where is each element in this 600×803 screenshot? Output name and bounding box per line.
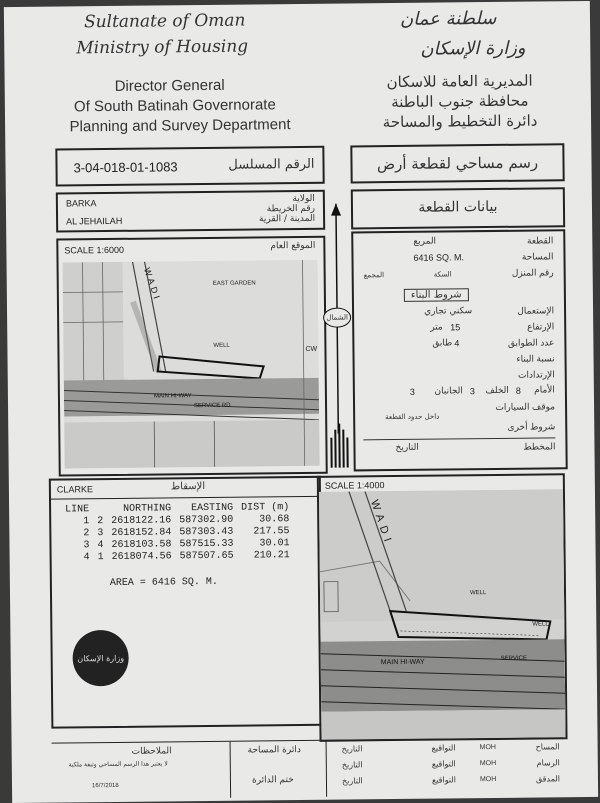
- total-area: AREA = 6416 SQ. M.: [110, 577, 218, 589]
- location-map-main-highway: MAIN HI-WAY: [154, 393, 192, 399]
- serial-label: الرقم المسلسل: [228, 157, 314, 173]
- serial-box: [55, 146, 324, 187]
- title-box: [350, 143, 564, 183]
- north-arrow: [322, 203, 353, 471]
- location-map-well: WELL: [213, 343, 229, 349]
- area-label: المساحة: [522, 251, 554, 262]
- floors-unit: طابق: [432, 338, 452, 348]
- front-value: 8: [516, 386, 521, 396]
- coord-dist: 30.01: [237, 538, 293, 551]
- coord-to: 3: [93, 528, 107, 540]
- coordinates-divider: [51, 496, 319, 500]
- coord-header-easting: EASTING: [175, 503, 237, 516]
- survey-dept-label: دائرة المساحة: [248, 745, 301, 756]
- coord-header-dist: DIST (m): [237, 502, 293, 515]
- coord-northing: 2618152.84: [107, 527, 175, 540]
- area-value: 6416 SQ. M.: [413, 252, 464, 263]
- detail-map-drawing: [319, 489, 566, 740]
- serial-number: 3-04-018-01-1083: [73, 159, 177, 175]
- north-arrow-icon: [322, 203, 353, 471]
- back-label: الخلف: [485, 386, 508, 396]
- date-label-1: التاريخ: [342, 744, 363, 753]
- plan-date-label: التاريخ: [395, 443, 418, 453]
- wilayat-value: BARKA: [66, 198, 97, 208]
- sig-label-2: التواقيع: [432, 759, 456, 768]
- governorate-name: Of South Batinah Governorate: [45, 96, 305, 117]
- height-label: الإرتفاع: [527, 321, 554, 332]
- detail-map-box: [317, 473, 568, 742]
- house-number-label: رقم المنزل: [512, 267, 554, 278]
- drafter-label: الرسام: [537, 758, 560, 767]
- footer-divider-2: [326, 741, 328, 797]
- village-label: المدينة / القرية: [259, 214, 315, 225]
- footer-small-note: لا يعتبر هذا الرسم المساحي وثيقة ملكية: [58, 760, 168, 768]
- sig-label-1: التواقيع: [432, 743, 456, 752]
- building-terms-label: شروط البناء: [404, 288, 469, 302]
- location-map-drawing: [63, 260, 320, 469]
- detail-map-service: SERVICE: [501, 656, 527, 662]
- footer-divider-1: [230, 742, 232, 798]
- footer-small-date: 16/7/2018: [92, 783, 119, 789]
- table-row: [62, 550, 294, 564]
- emblem-arabic: سلطنة عمان: [400, 8, 497, 30]
- front-label: الأمام: [534, 385, 555, 395]
- location-map-east-garden: EAST GARDEN: [213, 280, 256, 286]
- use-value: سكني تجاري: [424, 306, 472, 317]
- coord-to: 4: [93, 540, 107, 552]
- detail-map-well-2: WELL: [532, 621, 548, 627]
- coord-header-to: [93, 504, 107, 516]
- plot-data-box: [351, 187, 565, 229]
- parking-label: موقف السيارات: [495, 401, 555, 413]
- sultanate-handwritten: Sultanate of Oman: [84, 11, 246, 33]
- document-title: رسم مساحي لقطعة أرض: [352, 153, 562, 173]
- director-general: Director General: [45, 76, 295, 97]
- plot-details-box: [351, 229, 568, 471]
- detail-map-well-1: WELL: [470, 590, 486, 596]
- ministry-arabic: وزارة الإسكان: [420, 38, 525, 60]
- coord-easting: 587302.90: [175, 515, 237, 528]
- setbacks-label: الإرتدادات: [518, 369, 555, 380]
- sides-label: الجانبان: [434, 386, 462, 396]
- location-box: [56, 190, 325, 233]
- coord-easting: 587303.43: [175, 527, 237, 540]
- coord-northing: 2618103.58: [107, 539, 175, 552]
- surveyor-label: المساح: [536, 742, 560, 751]
- location-map: [63, 260, 320, 469]
- ministry-stamp: [72, 630, 129, 687]
- coord-dist: 210.21: [238, 550, 294, 563]
- department-name: Planning and Survey Department: [45, 116, 315, 137]
- location-map-cw: CW: [305, 346, 317, 353]
- detail-map-scale: SCALE 1:4000: [325, 480, 385, 491]
- date-label-2: التاريخ: [342, 760, 363, 769]
- wilayat-label: الولاية: [292, 194, 314, 204]
- checker-label: المدقق: [536, 774, 560, 783]
- coord-from: 4: [62, 552, 94, 564]
- floors-label: عدد الطوابق: [508, 337, 555, 348]
- height-value: 15: [450, 322, 460, 332]
- complex-label: المجمع: [364, 271, 385, 279]
- coord-dist: 217.55: [237, 526, 293, 539]
- location-map-label: الموقع العام: [270, 241, 315, 251]
- sides-value: 3: [410, 387, 415, 397]
- north-label: الشمال: [323, 307, 351, 327]
- projection-label: الإسقاط: [171, 481, 205, 492]
- survey-document: [4, 1, 598, 803]
- floors-value: 4: [454, 338, 459, 348]
- dept-stamp-label: ختم الدائرة: [252, 775, 294, 785]
- plot-data-title: بيانات القطعة: [353, 198, 563, 216]
- coord-northing: 2618074.56: [108, 551, 176, 564]
- coord-from: 3: [61, 540, 93, 552]
- coord-header-line: LINE: [61, 504, 93, 516]
- coord-from: 1: [61, 516, 93, 528]
- director-general-arabic: المديرية العامة للاسكان: [355, 71, 565, 91]
- coord-from: 2: [61, 528, 93, 540]
- detail-map-wadi: WADI: [368, 498, 395, 548]
- coord-header-northing: NORTHING: [107, 503, 175, 516]
- coordinates-box: [49, 476, 324, 729]
- other-terms-label: شروط أخرى: [507, 421, 555, 432]
- location-map-wadi: WADI: [142, 266, 163, 303]
- sig-label-3: التواقيع: [432, 775, 456, 784]
- stamp-text: وزارة الإسكان: [77, 653, 124, 662]
- back-value: 3: [470, 386, 475, 396]
- moh-3: MOH: [480, 776, 496, 783]
- plan-label: المخطط: [523, 441, 555, 452]
- coord-northing: 2618122.16: [107, 515, 175, 528]
- ministry-handwritten: Ministry of Housing: [76, 37, 248, 59]
- coordinates-table: [61, 502, 294, 564]
- coverage-label: نسبة البناء: [516, 353, 554, 364]
- coord-easting: 587507.65: [176, 551, 238, 564]
- location-map-box: [56, 236, 327, 477]
- location-map-scale: SCALE 1:6000: [64, 245, 124, 256]
- coord-to: 2: [93, 516, 107, 528]
- footer: [52, 737, 565, 799]
- governorate-arabic: محافظة جنوب الباطنة: [355, 91, 565, 111]
- notes-label: الملاحظات: [132, 746, 172, 756]
- coord-easting: 587515.33: [175, 539, 237, 552]
- use-label: الإستعمال: [517, 305, 554, 316]
- map-number-label: رقم الخريطة: [267, 204, 315, 215]
- parking-value: داخل حدود القطعة: [385, 413, 439, 422]
- moh-2: MOH: [480, 760, 496, 767]
- house-number-value: السكة: [434, 270, 452, 278]
- detail-map-main-highway: MAIN HI-WAY: [381, 659, 425, 666]
- village-value: AL JEHAILAH: [66, 216, 122, 227]
- moh-1: MOH: [480, 744, 496, 751]
- location-map-service-road: SERVICE RD: [194, 403, 231, 409]
- plot-value: المربع: [413, 237, 436, 247]
- coord-dist: 30.68: [237, 514, 293, 527]
- plot-label: القطعة: [527, 235, 553, 246]
- detail-map: [319, 489, 566, 740]
- height-unit: متر: [430, 323, 443, 333]
- surveyor-name: CLARKE: [57, 484, 93, 494]
- coord-to: 1: [94, 552, 108, 564]
- plot-divider: [363, 437, 555, 440]
- date-label-3: التاريخ: [342, 776, 363, 785]
- department-arabic: دائرة التخطيط والمساحة: [355, 111, 565, 131]
